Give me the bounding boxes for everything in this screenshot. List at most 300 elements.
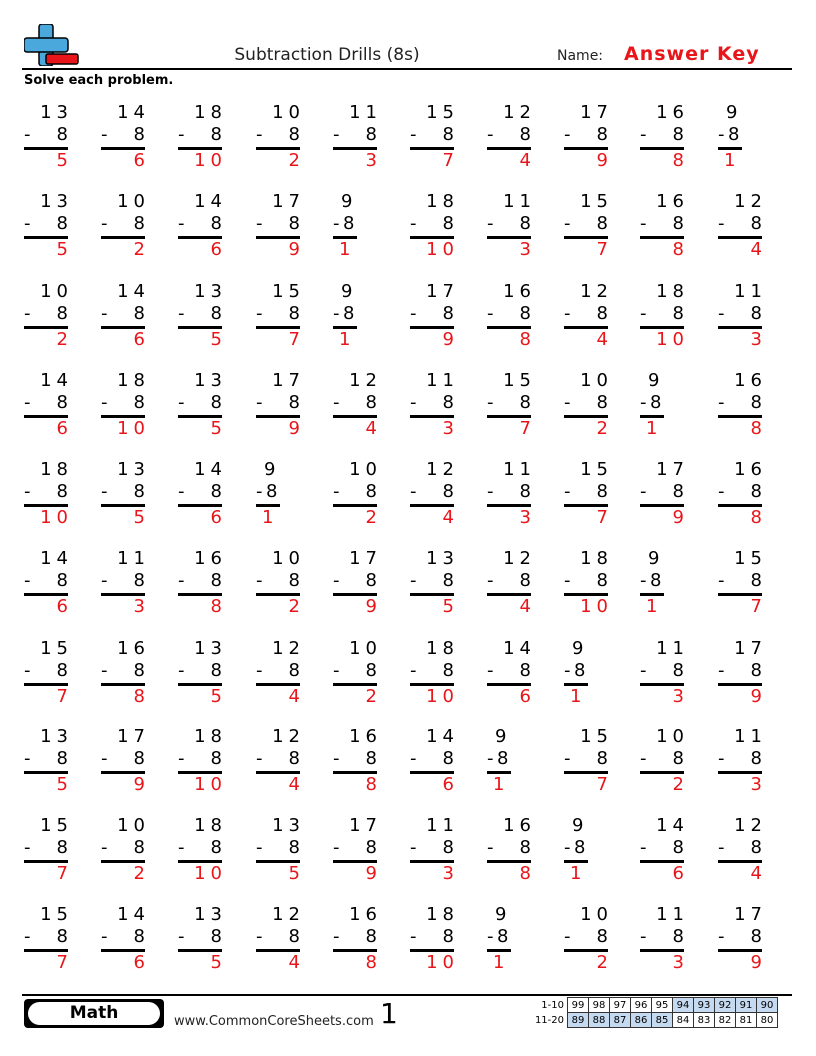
problem [333, 548, 382, 621]
minus-sign: - [101, 570, 108, 591]
minus-sign: - [333, 213, 340, 234]
problem [410, 370, 459, 443]
minuend: 16 [656, 191, 689, 212]
minuend: 11 [656, 638, 689, 659]
answer: 1 [339, 239, 356, 260]
answer: 8 [365, 774, 382, 795]
answer: 4 [365, 418, 382, 439]
minuend: 12 [426, 459, 459, 480]
problem [101, 102, 150, 175]
answer: 4 [288, 686, 305, 707]
answer: 5 [210, 686, 227, 707]
minuend: 10 [580, 370, 613, 391]
answer: 7 [596, 239, 613, 260]
minus-sign: - [178, 303, 185, 324]
minus-sign: - [564, 748, 571, 769]
subtrahend: 8 [210, 837, 222, 858]
page-title: Subtraction Drills (8s) [234, 45, 420, 65]
answer: 7 [596, 507, 613, 528]
minuend: 15 [40, 904, 73, 925]
answer: 9 [365, 596, 382, 617]
problem [640, 638, 689, 711]
problem [24, 548, 73, 621]
answer: 4 [288, 952, 305, 973]
minuend: 12 [272, 904, 305, 925]
problem [564, 191, 613, 264]
subtrahend: 8 [596, 124, 608, 145]
problem [333, 192, 377, 264]
subtrahend: 8 [288, 926, 300, 947]
subtrahend: 8 [650, 570, 662, 591]
minuend: 9 [648, 370, 665, 391]
minus-sign: - [101, 392, 108, 413]
minuend: 18 [194, 815, 227, 836]
answer: 1 [646, 418, 663, 439]
minus-sign: - [564, 570, 571, 591]
minuend: 12 [580, 281, 613, 302]
subtrahend: 8 [56, 926, 68, 947]
subtrahend: 8 [750, 481, 762, 502]
answer: 1 [724, 150, 741, 171]
answer: 2 [56, 329, 73, 350]
subtrahend: 8 [288, 303, 300, 324]
minuend: 18 [656, 281, 689, 302]
subtrahend: 8 [343, 303, 355, 324]
problem [640, 815, 689, 888]
problem [24, 904, 73, 977]
subject-badge [24, 999, 164, 1028]
answer: 8 [519, 329, 536, 350]
score-cell: 82 [715, 1013, 736, 1028]
minuend: 18 [194, 102, 227, 123]
subtrahend: 8 [288, 660, 300, 681]
subtrahend: 8 [519, 570, 531, 591]
problem [640, 281, 689, 354]
minus-sign: - [101, 660, 108, 681]
subtrahend: 8 [750, 213, 762, 234]
problem [718, 281, 767, 354]
minuend: 11 [117, 548, 150, 569]
answer: 1 [570, 863, 587, 884]
problem [256, 548, 305, 621]
answer: 9 [288, 239, 305, 260]
problem [256, 281, 305, 354]
minus-sign: - [640, 392, 647, 413]
minuend: 11 [349, 102, 382, 123]
minuend: 18 [426, 904, 459, 925]
problem [101, 904, 150, 977]
answer: 9 [596, 150, 613, 171]
minus-sign: - [487, 124, 494, 145]
subtrahend: 8 [519, 213, 531, 234]
subtrahend: 8 [288, 124, 300, 145]
minuend: 11 [426, 370, 459, 391]
minus-sign: - [178, 660, 185, 681]
minuend: 10 [580, 904, 613, 925]
subtrahend: 8 [133, 748, 145, 769]
minus-sign: - [333, 748, 340, 769]
subtrahend: 8 [650, 392, 662, 413]
minus-sign: - [24, 570, 31, 591]
minuend: 17 [272, 370, 305, 391]
answer: 6 [133, 329, 150, 350]
minus-sign: - [256, 303, 263, 324]
problem [487, 370, 536, 443]
minus-sign: - [256, 926, 263, 947]
problem [718, 459, 767, 532]
subtrahend: 8 [750, 837, 762, 858]
minus-sign: - [640, 837, 647, 858]
minuend: 9 [648, 548, 665, 569]
problem [487, 905, 531, 977]
answer: 7 [56, 863, 73, 884]
minus-sign: - [718, 837, 725, 858]
answer: 9 [750, 686, 767, 707]
minus-sign: - [487, 660, 494, 681]
minus-sign: - [24, 748, 31, 769]
minuend: 17 [117, 726, 150, 747]
problem [101, 459, 150, 532]
subtrahend: 8 [442, 124, 454, 145]
subtrahend: 8 [672, 748, 684, 769]
minuend: 16 [349, 726, 382, 747]
problem [410, 726, 459, 799]
answer: 10 [656, 329, 689, 350]
page-number: 1 [380, 997, 398, 1030]
minuend: 16 [117, 638, 150, 659]
answer: 1 [339, 329, 356, 350]
problem [564, 726, 613, 799]
score-cell: 95 [652, 998, 673, 1013]
subtrahend: 8 [442, 213, 454, 234]
score-cell: 92 [715, 998, 736, 1013]
answer: 10 [117, 418, 150, 439]
minuend: 16 [734, 459, 767, 480]
problem [256, 102, 305, 175]
subtrahend: 8 [365, 481, 377, 502]
minuend: 14 [194, 459, 227, 480]
answer: 6 [210, 239, 227, 260]
problem [178, 370, 227, 443]
answer: 6 [672, 863, 689, 884]
minuend: 14 [194, 191, 227, 212]
minuend: 10 [117, 191, 150, 212]
problem [333, 102, 382, 175]
minuend: 13 [117, 459, 150, 480]
answer: 5 [133, 507, 150, 528]
score-cell: 87 [610, 1013, 631, 1028]
minuend: 14 [117, 102, 150, 123]
subtrahend: 8 [519, 303, 531, 324]
minuend: 15 [734, 548, 767, 569]
minus-sign: - [718, 660, 725, 681]
subtrahend: 8 [574, 837, 586, 858]
subtrahend: 8 [56, 660, 68, 681]
minus-sign: - [718, 303, 725, 324]
minuend: 18 [40, 459, 73, 480]
minus-sign: - [487, 926, 494, 947]
minus-sign: - [640, 660, 647, 681]
subtrahend: 8 [210, 481, 222, 502]
score-cell: 84 [673, 1013, 694, 1028]
problem [333, 282, 377, 354]
minus-sign: - [256, 213, 263, 234]
minus-sign: - [410, 660, 417, 681]
problem [410, 281, 459, 354]
problem [564, 281, 613, 354]
minus-sign: - [718, 926, 725, 947]
subtrahend: 8 [442, 660, 454, 681]
minus-sign: - [101, 303, 108, 324]
minuend: 14 [503, 638, 536, 659]
problem [410, 638, 459, 711]
subtrahend: 8 [56, 392, 68, 413]
minus-sign: - [487, 837, 494, 858]
score-cell: 96 [631, 998, 652, 1013]
subtrahend: 8 [133, 926, 145, 947]
minuend: 16 [734, 370, 767, 391]
minuend: 15 [426, 102, 459, 123]
minuend: 10 [40, 281, 73, 302]
minus-sign: - [178, 837, 185, 858]
answer: 9 [288, 418, 305, 439]
problem [640, 904, 689, 977]
problem [410, 102, 459, 175]
minuend: 16 [656, 102, 689, 123]
subtrahend: 8 [133, 481, 145, 502]
minus-sign: - [564, 303, 571, 324]
minuend: 13 [426, 548, 459, 569]
subtrahend: 8 [442, 926, 454, 947]
answer: 10 [194, 150, 227, 171]
answer: 10 [426, 239, 459, 260]
minuend: 15 [580, 191, 613, 212]
subtrahend: 8 [519, 392, 531, 413]
problem [564, 459, 613, 532]
subtrahend: 8 [750, 748, 762, 769]
answer: 6 [56, 596, 73, 617]
problem [564, 904, 613, 977]
subtrahend: 8 [133, 303, 145, 324]
answer: 8 [750, 418, 767, 439]
minus-sign: - [256, 660, 263, 681]
problem [101, 370, 150, 443]
problem [487, 638, 536, 711]
answer: 10 [426, 686, 459, 707]
minus-sign: - [640, 481, 647, 502]
subtrahend: 8 [210, 570, 222, 591]
score-row-label: 1-10 [541, 999, 564, 1011]
answer: 8 [519, 863, 536, 884]
minuend: 13 [194, 281, 227, 302]
answer: 7 [56, 686, 73, 707]
subtrahend: 8 [596, 213, 608, 234]
minuend: 13 [40, 102, 73, 123]
answer: 2 [288, 150, 305, 171]
answer: 3 [750, 774, 767, 795]
minus-sign: - [256, 392, 263, 413]
minus-sign: - [24, 926, 31, 947]
score-cell: 83 [694, 1013, 715, 1028]
minuend: 14 [656, 815, 689, 836]
minus-sign: - [178, 213, 185, 234]
minus-sign: - [410, 926, 417, 947]
minuend: 10 [272, 548, 305, 569]
problem [256, 815, 305, 888]
subtrahend: 8 [442, 481, 454, 502]
problem [640, 191, 689, 264]
minuend: 12 [503, 548, 536, 569]
minus-sign: - [333, 124, 340, 145]
subtrahend: 8 [497, 748, 509, 769]
minus-sign: - [24, 303, 31, 324]
minuend: 17 [734, 904, 767, 925]
minus-sign: - [718, 392, 725, 413]
subtrahend: 8 [210, 124, 222, 145]
subtrahend: 8 [288, 213, 300, 234]
subtrahend: 8 [133, 837, 145, 858]
answer: 4 [750, 863, 767, 884]
minuend: 13 [194, 370, 227, 391]
subtrahend: 8 [574, 660, 586, 681]
minuend: 11 [503, 459, 536, 480]
minuend: 17 [734, 638, 767, 659]
minuend: 15 [40, 815, 73, 836]
answer: 7 [288, 329, 305, 350]
subtrahend: 8 [133, 392, 145, 413]
minuend: 15 [580, 726, 613, 747]
minuend: 13 [194, 638, 227, 659]
minuend: 17 [349, 548, 382, 569]
problem [24, 638, 73, 711]
problem [24, 815, 73, 888]
answer: 1 [493, 952, 510, 973]
minuend: 12 [349, 370, 382, 391]
problem [256, 460, 300, 532]
problem [24, 191, 73, 264]
minuend: 13 [272, 815, 305, 836]
problem [256, 370, 305, 443]
minus-sign: - [101, 837, 108, 858]
answer: 1 [570, 686, 587, 707]
subtrahend: 8 [56, 837, 68, 858]
subtrahend: 8 [519, 124, 531, 145]
answer: 5 [210, 952, 227, 973]
minuend: 9 [495, 726, 512, 747]
answer: 10 [40, 507, 73, 528]
name-label: Name: [557, 48, 604, 64]
problem [101, 638, 150, 711]
subtrahend: 8 [596, 570, 608, 591]
answer: 7 [442, 150, 459, 171]
minus-sign: - [564, 837, 571, 858]
minus-sign: - [410, 213, 417, 234]
answer: 1 [493, 774, 510, 795]
minus-sign: - [24, 481, 31, 502]
minuend: 10 [656, 726, 689, 747]
minuend: 11 [656, 904, 689, 925]
problem [564, 548, 613, 621]
minuend: 10 [349, 638, 382, 659]
answer: 4 [596, 329, 613, 350]
problem [333, 726, 382, 799]
minuend: 14 [40, 548, 73, 569]
problem [640, 102, 689, 175]
subtrahend: 8 [343, 213, 355, 234]
minus-sign: - [256, 748, 263, 769]
problem [24, 459, 73, 532]
answer: 7 [750, 596, 767, 617]
problem [256, 638, 305, 711]
problem [24, 281, 73, 354]
subtrahend: 8 [56, 213, 68, 234]
minus-sign: - [178, 124, 185, 145]
subtrahend: 8 [133, 124, 145, 145]
answer-key-label: Answer Key [624, 43, 760, 65]
answer: 2 [596, 952, 613, 973]
subtrahend: 8 [56, 748, 68, 769]
answer: 2 [365, 507, 382, 528]
subtrahend: 8 [266, 481, 278, 502]
minuend: 11 [734, 281, 767, 302]
minus-sign: - [718, 124, 725, 145]
answer: 8 [210, 596, 227, 617]
problem [640, 549, 684, 621]
minuend: 17 [656, 459, 689, 480]
minus-sign: - [487, 570, 494, 591]
subtrahend: 8 [210, 213, 222, 234]
problem [410, 191, 459, 264]
score-row [528, 998, 778, 1013]
problem [487, 727, 531, 799]
answer: 5 [442, 596, 459, 617]
minus-sign: - [24, 213, 31, 234]
minuend: 9 [726, 102, 743, 123]
minuend: 14 [40, 370, 73, 391]
minus-sign: - [178, 926, 185, 947]
answer: 4 [519, 596, 536, 617]
problem [718, 726, 767, 799]
subtrahend: 8 [288, 392, 300, 413]
minuend: 13 [40, 726, 73, 747]
subtrahend: 8 [133, 660, 145, 681]
subtrahend: 8 [210, 660, 222, 681]
minuend: 16 [503, 281, 536, 302]
minus-sign: - [178, 570, 185, 591]
answer: 2 [133, 863, 150, 884]
subtrahend: 8 [672, 837, 684, 858]
minuend: 12 [734, 191, 767, 212]
subtrahend: 8 [672, 213, 684, 234]
problem [24, 102, 73, 175]
problem [333, 638, 382, 711]
answer: 2 [133, 239, 150, 260]
problem [256, 191, 305, 264]
minuend: 15 [272, 281, 305, 302]
minuend: 9 [572, 815, 589, 836]
subtrahend: 8 [365, 660, 377, 681]
problem [718, 638, 767, 711]
minuend: 13 [40, 191, 73, 212]
answer: 9 [672, 507, 689, 528]
answer: 8 [672, 239, 689, 260]
answer: 8 [672, 150, 689, 171]
minuend: 16 [194, 548, 227, 569]
subtrahend: 8 [750, 392, 762, 413]
problem [410, 904, 459, 977]
minuend: 9 [572, 638, 589, 659]
minuend: 17 [349, 815, 382, 836]
